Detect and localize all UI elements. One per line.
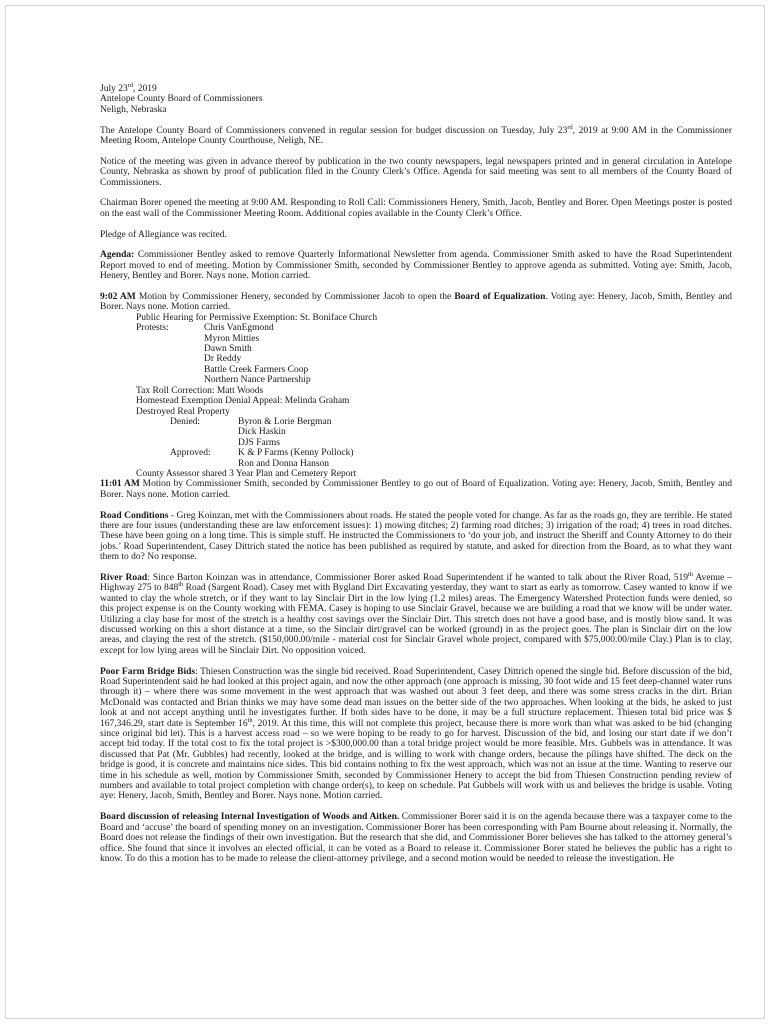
paragraph (100, 250, 732, 281)
text-run: : Thiesen Construction was the single bid received. Road Superintendent, Casey Dittrich opened the single bid. Before discussion of the bid, Road Superintendent said he had looked at this project again, and now the other approach (one approach is missing, 30 foot wide and 15 feet deep-channel water runs through it) – where there was some movement in the west approach that was washed out about 3 feet deep, and there was some stress cracks in the dirt. Brian McDonald was contacted and Brian thinks we may have some dead man issues on the better side of the two approaches. When looking at the bids, he asked to just look at and not accept anything until he investigates further. If both sides have to be done, it may be a full structure replacement. Thiesen total bid price was $ 167,346.29, start date is September 16 (100, 666, 732, 729)
list-text: Homestead Exemption Denial Appeal: Melinda Graham (136, 396, 350, 407)
list-line (100, 407, 732, 417)
text-run: Neligh, Nebraska (100, 104, 167, 115)
header-line (100, 94, 732, 104)
list-text: Dr Reddy (204, 354, 242, 365)
list-line (100, 459, 732, 469)
list-text: Dawn Smith (204, 344, 252, 355)
list-line (100, 323, 732, 333)
text-run: Chairman Borer opened the meeting at 9:00 AM. Responding to Roll Call: Commissioners Henery, Smith, Jacob, Bentley and Borer. Open Meetings poster is posted on the east wall of the Commissioner Meeting Room. Additional copies available in the County Clerk’s Office. (100, 198, 732, 219)
list-label: Denied: (170, 416, 201, 427)
list-text: Northern Nance Partnership (204, 375, 311, 386)
bold-text: Poor Farm Bridge Bids (100, 666, 196, 677)
list-text: Byron & Lorie Bergman (238, 416, 332, 427)
superscript-text: th (247, 716, 253, 724)
text-run: . Voting aye: Henery, Jacob, Smith, Bentley and Borer. Nays none. Motion carried. (100, 292, 732, 313)
bold-text: River Road (100, 572, 148, 583)
text-run: Motion by Commissioner Henery, seconded by Commissioner Jacob to open the (135, 292, 455, 303)
list-label: Protests: (136, 323, 169, 334)
list-line (100, 469, 732, 479)
bold-text: Board of Equalization (454, 292, 546, 303)
list-text: Myron Mitties (204, 333, 260, 344)
text-run: Notice of the meeting was given in advance thereof by publication in the two county newspapers, legal newspapers printed and in general circulation in Antelope County, Nebraska as shown by proof of publication filed in the County Clerk’s Office. Agenda for said meeting was sent to all members of the County Board of Commissioners. (100, 156, 732, 188)
paragraph (100, 667, 732, 802)
list-text: K & P Farms (Kenny Pollock) (238, 448, 354, 459)
list-label: Approved: (170, 448, 211, 459)
document-header (100, 81, 732, 115)
text-run: Motion by Commissioner Smith, seconded by Commissioner Bentley to go out of Board of Equalization. Voting aye: Henery, Jacob, Smith, Bentley and Borer. Nays none. Motion carried. (100, 479, 732, 500)
bold-text: Agenda: (100, 250, 135, 261)
text-run: , 2019 (132, 84, 157, 94)
list-text: Public Hearing for Permissive Exemption: St. Boniface Church (136, 312, 378, 323)
paragraph (100, 479, 732, 500)
bold-text: 9:02 AM (100, 292, 136, 303)
text-run: Pledge of Allegiance was recited. (100, 229, 227, 240)
list-line (100, 344, 732, 354)
list-text: Tax Roll Correction: Matt Woods (136, 385, 264, 396)
superscript-text: rd (567, 123, 573, 131)
paragraph (100, 292, 732, 313)
list-line (100, 313, 732, 323)
list-text: Chris VanEgmond (204, 323, 274, 334)
list-line (100, 448, 732, 458)
text-run: Commissioner Bentley asked to remove Quarterly Informational Newsletter from agenda. Commissioner Smith asked to have the Road Superintendent Report moved to end of meeting. Motion by Commissioner Smith, seconded by Commissioner Bentley to approve agenda as submitted. Voting aye: Smith, Jacob, Henery, Bentley and Borer. Nays none. Motion carried. (100, 250, 732, 282)
text-run: Avenue – Highway 275 to 848 (100, 572, 732, 594)
list-text: Battle Creek Farmers Coop (204, 364, 309, 375)
list-line (100, 438, 732, 448)
paragraph (100, 198, 732, 219)
list-text: County Assessor shared 3 Year Plan and Cemetery Report (136, 468, 357, 479)
text-run: , 2019. At this time, this will not complete this project, because there is more work than what was asked to be bid (changing since original bid let). This is a harvest access road – so we were hoping to be ready to go for harvest. Discussion of the bid, and losing our start date if we don’t accept bid today. If the total cost to fix the total project is >$300,000.00 than a total bridge project would be more feasible. Mrs. Gubbels was in attendance. It was discussed that Pat (Mr. Gubbles) had recently, looked at the bridge, and is willing to work with change orders, because the pilings have shifted. The deck on the bridge is good, it is concrete and maintains nice sides. This bid contains nothing to fix the west approach, which was not an issue at the time. Wanting to reserve our time in his schedule as well, motion by Commissioner Smith, seconded by Commissioner Henery to accept the bid from Thiesen Construction pending review of numbers and available to total project completion with change order(s), to keep on schedule. Pat Gubbels will work with us and believes the bridge is usable. Voting aye: Henery, Jacob, Smith, Bentley and Borer. Nays none. Motion carried. (100, 718, 733, 802)
list-line (100, 427, 732, 437)
text-run: - Greg Koinzan, met with the Commissioners about roads. He stated the people voted for change. As far as the roads go, they are terrible. He stated there are four issues (understanding these are law enforcement issues): 1) mowing ditches; 2) farming road ditches; 3) irrigation of the road; 4) trees in road ditches. These have been going on a long time. This is simple stuff. He instructed the Commissioners to ‘do your job, and instruct the Sheriff and County Attorney to do their jobs.’ Road Superintendent, Casey Dittrich stated the notice has been published as required by statute, and asked for direction from the Board, as to what they want them to do? No response. (100, 510, 732, 563)
list-line (100, 417, 732, 427)
list-line (100, 365, 732, 375)
paragraph (100, 157, 732, 188)
bold-text: Board discussion of releasing Internal Investigation of Woods and Aitken. (100, 812, 400, 823)
list-line (100, 334, 732, 344)
superscript-text: rd (127, 81, 133, 89)
list-line (100, 386, 732, 396)
paragraph (100, 570, 732, 656)
header-line (100, 105, 732, 115)
list-line (100, 396, 732, 406)
document-content (100, 81, 733, 875)
list-text: Destroyed Real Property (136, 406, 230, 417)
list-text: DJS Farms (238, 437, 280, 448)
text-run: July 23 (100, 84, 128, 94)
text-run: The Antelope County Board of Commissioners convened in regular session for budget discussion on Tuesday, July 23 (100, 125, 568, 136)
superscript-text: th (178, 581, 184, 589)
text-run: : Since Barton Koinzan was in attendance, Commissioner Borer asked Road Superintendent if he wanted to talk about the River Road, 519 (147, 572, 688, 583)
text-run: Commissioner Borer said it is on the agenda because there was a taxpayer come to the Board and ‘accuse’ the board of spending money on an investigation. Commissioner Borer has been corresponding with Pam Bourne about releasing it. Normally, the Board does not release the findings of their own investigation. But the research that she did, and Commissioner Borer believes she has talked to the attorney general’s office. She found that since it involves an elected official, it can be voted as a Board to release it. Commissioner Borer stated he believes the public has a right to know. To do this a motion has to be made to release the client-attorney privilege, and a second motion would be needed to release the investigation. He (100, 812, 732, 864)
superscript-text: th (688, 570, 693, 578)
paragraph (100, 511, 732, 563)
list-text: Ron and Donna Hanson (238, 458, 330, 469)
bold-text: 11:01 AM (100, 479, 140, 490)
list-text: Dick Haskin (238, 427, 286, 438)
paragraph (100, 812, 732, 864)
paragraph (100, 123, 732, 147)
equalization-list (100, 313, 732, 480)
bold-text: Road Conditions (100, 510, 169, 521)
text-run: , 2019 at 9:00 AM in the Commissioner Meeting Room, Antelope County Courthouse, Neligh, NE. (100, 125, 732, 147)
text-run: Road (Sargent Road). Casey met with Bygland Dirt Excavating yesterday, they want to start as early as tomorrow. Casey wanted to know if we wanted to clay the whole stretch, or if they want to lay Sinclair Dirt in the low lying (1.2 miles) areas. The Emergency Watershed Protection funds were denied, so this project expense is on the County working with FEMA. Casey is hoping to use Sinclair Gravel, because we are building a road that we know will be under water. Utilizing a clay base for most of the stretch is a healthy cost savings over the Sinclair Dirt. This stretch does not have a good base, and is mostly blow sand. It was discussed working on this a short distance at a time, so the Sinclair dirt/gravel can be worked (ground) in as the project goes. The plan is Sinclair dirt on the low areas, and claying the rest of the stretch. ($150,000.00/mile - material cost for Sinclair Gravel whole project, compared with $75,000.00/mile Clay.) Plan is to clay, except for low lying areas will be Sinclair Dirt. No opposition voiced. (100, 583, 732, 656)
header-line (100, 81, 732, 94)
text-run: Antelope County Board of Commissioners (100, 94, 263, 105)
list-line (100, 375, 732, 385)
paragraph (100, 230, 732, 240)
list-line (100, 354, 732, 364)
